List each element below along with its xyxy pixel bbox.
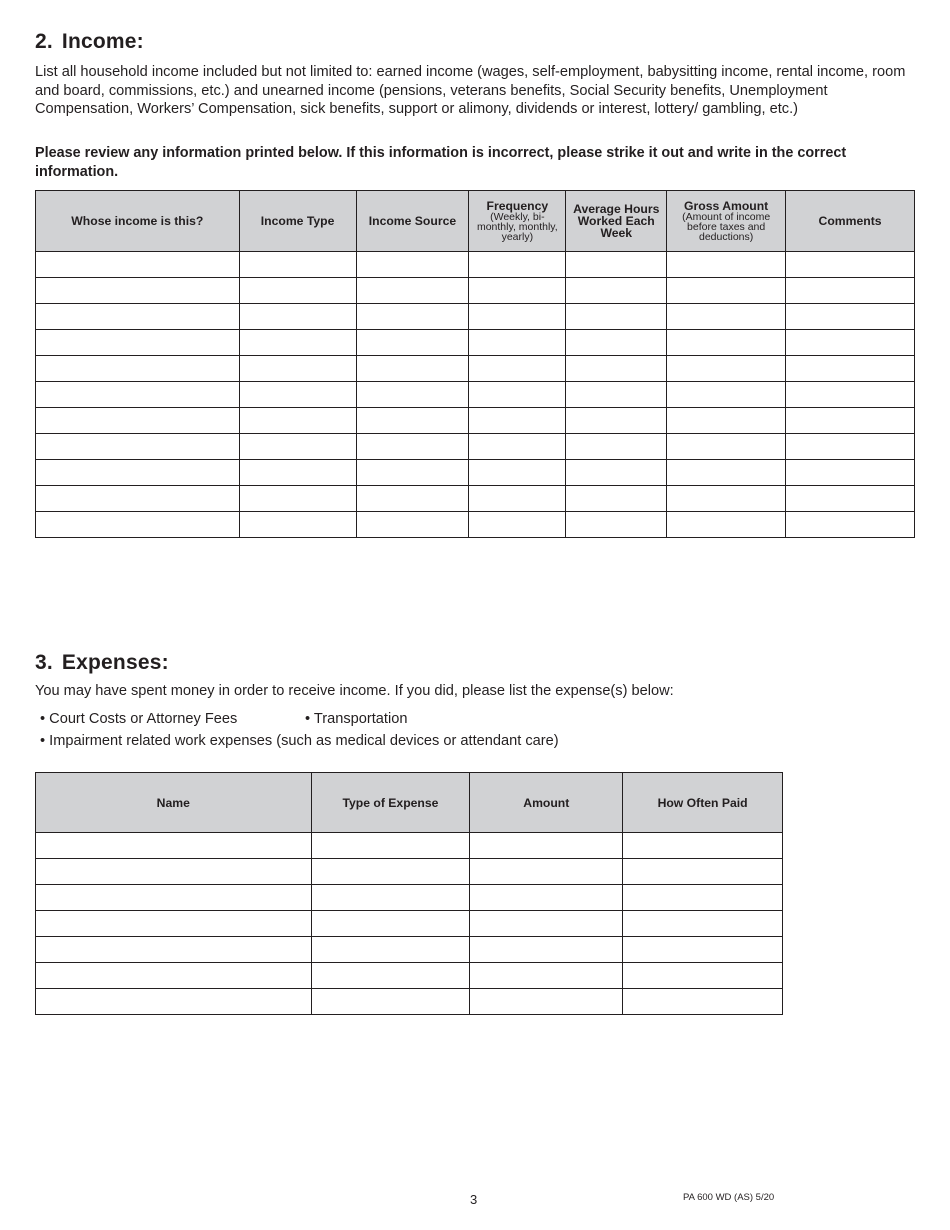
income-cell[interactable] bbox=[239, 330, 356, 356]
income-cell[interactable] bbox=[786, 382, 915, 408]
expenses-description: You may have spent money in order to receive income. If you did, please list the expense(s) below: bbox=[35, 683, 674, 699]
income-title-text: Income: bbox=[61, 30, 144, 53]
income-table bbox=[35, 190, 915, 538]
income-cell[interactable] bbox=[469, 512, 566, 538]
income-cell[interactable] bbox=[667, 330, 786, 356]
income-row bbox=[36, 356, 915, 382]
expenses-cell[interactable] bbox=[36, 989, 312, 1015]
income-cell[interactable] bbox=[667, 304, 786, 330]
expenses-cell[interactable] bbox=[36, 963, 312, 989]
expenses-cell[interactable] bbox=[470, 911, 623, 937]
expenses-cell[interactable] bbox=[623, 859, 783, 885]
col-header-frequency bbox=[469, 191, 566, 252]
expenses-table-body bbox=[36, 833, 783, 1015]
income-cell[interactable] bbox=[667, 408, 786, 434]
bullet-impairment-expenses: • Impairment related work expenses (such as medical devices or attendant care) bbox=[40, 733, 559, 749]
col-header-type-of-expense: Type of Expense bbox=[311, 773, 470, 833]
income-cell[interactable] bbox=[566, 486, 667, 512]
income-cell[interactable] bbox=[239, 382, 356, 408]
income-cell[interactable] bbox=[356, 356, 469, 382]
gross-amount-label: Gross Amount bbox=[684, 199, 769, 213]
income-description: List all household income included but not limited to: earned income (wages, self-employment, babysitting income, rental income, room and board, commissions, etc.) and unearned income (pensions, veterans benefits, Social Security benefits, Unemployment Compensation, Workers’ Compensation, sick benefits, support or alimony, dividends or interest, lottery/ gambling, etc.) bbox=[35, 64, 906, 118]
income-cell[interactable] bbox=[566, 512, 667, 538]
income-cell[interactable] bbox=[356, 382, 469, 408]
bullet-transportation: • Transportation bbox=[305, 711, 408, 727]
expenses-row bbox=[36, 911, 783, 937]
expenses-title-text: Expenses: bbox=[61, 651, 169, 674]
income-cell[interactable] bbox=[239, 278, 356, 304]
col-header-income-type: Income Type bbox=[239, 191, 356, 252]
income-cell[interactable] bbox=[566, 408, 667, 434]
income-cell[interactable] bbox=[36, 434, 240, 460]
expenses-cell[interactable] bbox=[470, 833, 623, 859]
income-cell[interactable] bbox=[356, 252, 469, 278]
bullet-court-costs: • Court Costs or Attorney Fees bbox=[40, 711, 238, 727]
income-cell[interactable] bbox=[239, 434, 356, 460]
col-header-name: Name bbox=[36, 773, 312, 833]
income-cell[interactable] bbox=[36, 382, 240, 408]
income-cell[interactable] bbox=[239, 460, 356, 486]
income-cell[interactable] bbox=[786, 460, 915, 486]
expenses-cell[interactable] bbox=[311, 937, 470, 963]
col-header-how-often-paid: How Often Paid bbox=[623, 773, 783, 833]
income-cell[interactable] bbox=[36, 278, 240, 304]
income-cell[interactable] bbox=[566, 434, 667, 460]
expenses-cell[interactable] bbox=[470, 963, 623, 989]
expenses-cell[interactable] bbox=[470, 937, 623, 963]
income-cell[interactable] bbox=[36, 252, 240, 278]
form-identifier: PA 600 WD (AS) 5/20 bbox=[683, 1192, 775, 1203]
income-cell[interactable] bbox=[356, 408, 469, 434]
income-cell[interactable] bbox=[566, 304, 667, 330]
col-header-amount: Amount bbox=[470, 773, 623, 833]
income-cell[interactable] bbox=[469, 382, 566, 408]
income-cell[interactable] bbox=[566, 330, 667, 356]
income-cell[interactable] bbox=[469, 252, 566, 278]
income-cell[interactable] bbox=[786, 278, 915, 304]
income-cell[interactable] bbox=[469, 408, 566, 434]
expenses-cell[interactable] bbox=[36, 859, 312, 885]
income-cell[interactable] bbox=[469, 356, 566, 382]
income-cell[interactable] bbox=[786, 304, 915, 330]
expenses-row bbox=[36, 859, 783, 885]
income-cell[interactable] bbox=[356, 460, 469, 486]
income-cell[interactable] bbox=[36, 356, 240, 382]
income-cell[interactable] bbox=[36, 512, 240, 538]
income-cell[interactable] bbox=[566, 460, 667, 486]
income-cell[interactable] bbox=[239, 486, 356, 512]
col-header-average-hours: Average Hours Worked Each Week bbox=[566, 191, 667, 252]
income-row bbox=[36, 382, 915, 408]
income-cell[interactable] bbox=[356, 486, 469, 512]
income-cell[interactable] bbox=[239, 304, 356, 330]
income-table-body bbox=[36, 252, 915, 538]
income-cell[interactable] bbox=[469, 330, 566, 356]
income-cell[interactable] bbox=[786, 408, 915, 434]
expenses-cell[interactable] bbox=[623, 833, 783, 859]
expenses-row bbox=[36, 963, 783, 989]
income-row bbox=[36, 330, 915, 356]
frequency-label: Frequency bbox=[486, 199, 549, 213]
income-section-title bbox=[35, 30, 144, 54]
income-cell[interactable] bbox=[667, 434, 786, 460]
expenses-section-number: 3. bbox=[35, 651, 53, 674]
expenses-row bbox=[36, 833, 783, 859]
income-cell[interactable] bbox=[667, 460, 786, 486]
income-cell[interactable] bbox=[36, 304, 240, 330]
income-cell[interactable] bbox=[469, 304, 566, 330]
income-cell[interactable] bbox=[356, 304, 469, 330]
income-cell[interactable] bbox=[36, 330, 240, 356]
income-row bbox=[36, 252, 915, 278]
income-cell[interactable] bbox=[667, 382, 786, 408]
expenses-cell[interactable] bbox=[623, 963, 783, 989]
income-row bbox=[36, 408, 915, 434]
expenses-cell[interactable] bbox=[623, 989, 783, 1015]
income-cell[interactable] bbox=[786, 252, 915, 278]
income-cell[interactable] bbox=[356, 434, 469, 460]
income-row bbox=[36, 486, 915, 512]
income-cell[interactable] bbox=[566, 382, 667, 408]
income-cell[interactable] bbox=[36, 408, 240, 434]
expenses-row bbox=[36, 937, 783, 963]
col-header-income-source: Income Source bbox=[356, 191, 469, 252]
income-cell[interactable] bbox=[786, 486, 915, 512]
expenses-table bbox=[35, 772, 783, 1015]
income-row bbox=[36, 460, 915, 486]
expenses-cell[interactable] bbox=[36, 833, 312, 859]
expenses-cell[interactable] bbox=[36, 885, 312, 911]
expenses-cell[interactable] bbox=[311, 859, 470, 885]
expenses-cell[interactable] bbox=[36, 911, 312, 937]
expenses-cell[interactable] bbox=[470, 859, 623, 885]
income-cell[interactable] bbox=[239, 512, 356, 538]
income-cell[interactable] bbox=[469, 460, 566, 486]
income-cell[interactable] bbox=[667, 356, 786, 382]
income-cell[interactable] bbox=[566, 356, 667, 382]
income-row bbox=[36, 512, 915, 538]
income-cell[interactable] bbox=[469, 278, 566, 304]
income-cell[interactable] bbox=[469, 486, 566, 512]
income-row bbox=[36, 278, 915, 304]
income-cell[interactable] bbox=[786, 330, 915, 356]
income-cell[interactable] bbox=[239, 252, 356, 278]
expenses-section-title bbox=[35, 651, 169, 675]
col-header-gross-amount bbox=[667, 191, 786, 252]
expenses-cell[interactable] bbox=[311, 885, 470, 911]
income-cell[interactable] bbox=[667, 486, 786, 512]
income-row bbox=[36, 304, 915, 330]
income-cell[interactable] bbox=[667, 278, 786, 304]
income-section-number: 2. bbox=[35, 30, 53, 53]
expenses-cell[interactable] bbox=[623, 937, 783, 963]
income-cell[interactable] bbox=[786, 356, 915, 382]
col-header-comments: Comments bbox=[786, 191, 915, 252]
income-cell[interactable] bbox=[566, 252, 667, 278]
page-number: 3 bbox=[470, 1192, 478, 1207]
expenses-cell[interactable] bbox=[623, 885, 783, 911]
expenses-cell[interactable] bbox=[470, 989, 623, 1015]
income-cell[interactable] bbox=[786, 434, 915, 460]
income-cell[interactable] bbox=[667, 512, 786, 538]
income-cell[interactable] bbox=[239, 356, 356, 382]
expenses-cell[interactable] bbox=[311, 989, 470, 1015]
expenses-cell[interactable] bbox=[623, 911, 783, 937]
expenses-cell[interactable] bbox=[311, 963, 470, 989]
income-cell[interactable] bbox=[356, 278, 469, 304]
income-cell[interactable] bbox=[667, 252, 786, 278]
income-cell[interactable] bbox=[566, 278, 667, 304]
gross-amount-note: (Amount of income before taxes and deductions) bbox=[682, 211, 771, 243]
income-cell[interactable] bbox=[239, 408, 356, 434]
income-cell[interactable] bbox=[786, 512, 915, 538]
expenses-row bbox=[36, 885, 783, 911]
expenses-cell[interactable] bbox=[470, 885, 623, 911]
expenses-cell[interactable] bbox=[311, 833, 470, 859]
income-cell[interactable] bbox=[469, 434, 566, 460]
income-instruction: Please review any information printed below. If this information is incorrect, please strike it out and write in the correct information. bbox=[35, 145, 847, 180]
income-cell[interactable] bbox=[36, 486, 240, 512]
income-cell[interactable] bbox=[36, 460, 240, 486]
col-header-whose-income: Whose income is this? bbox=[36, 191, 240, 252]
expenses-cell[interactable] bbox=[36, 937, 312, 963]
expenses-row bbox=[36, 989, 783, 1015]
income-row bbox=[36, 434, 915, 460]
income-cell[interactable] bbox=[356, 512, 469, 538]
frequency-note: (Weekly, bi-monthly, monthly, yearly) bbox=[476, 211, 558, 243]
income-cell[interactable] bbox=[356, 330, 469, 356]
expenses-cell[interactable] bbox=[311, 911, 470, 937]
